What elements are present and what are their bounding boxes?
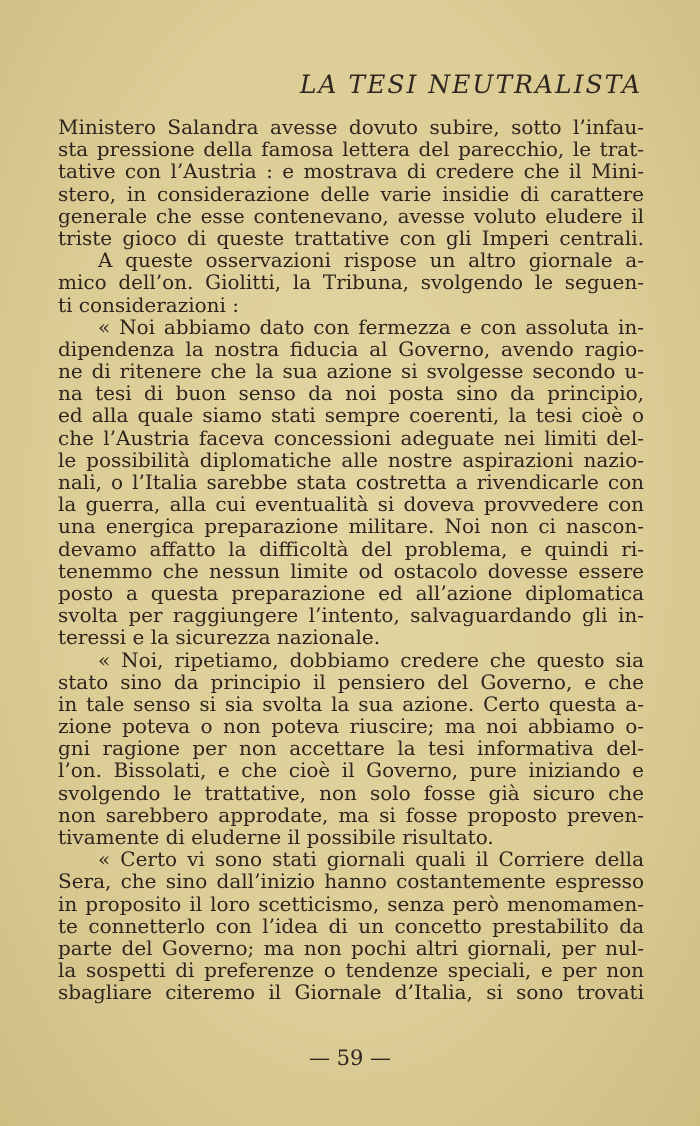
text-line: la guerra, alla cui eventualità si doveva provvedere con <box>58 492 644 517</box>
text-line: sta pressione della famosa lettera del parecchio, le trat- <box>58 137 644 162</box>
text-line: l’on. Bissolati, e che cioè il Governo, pure iniziando e <box>58 758 644 783</box>
text-line: « Certo vi sono stati giornali quali il Corriere della <box>98 847 644 872</box>
text-line: « Noi, ripetiamo, dobbiamo credere che questo sia <box>98 647 644 672</box>
text-line: « Noi abbiamo dato con fermezza e con assoluta in- <box>98 314 644 339</box>
text-line: tative con l’Austria : e mostrava di credere che il Mini- <box>58 159 644 184</box>
text-line: Ministero Salandra avesse dovuto subire, sotto l’infau- <box>58 115 644 139</box>
text-line: Sera, che sino dall’inizio hanno costantemente espresso <box>58 869 644 894</box>
body-text <box>58 116 644 1004</box>
text-line: che l’Austria faceva concessioni adeguate nei limiti del- <box>58 425 644 450</box>
text-line: stato sino da principio il pensiero del Governo, e che <box>58 669 644 694</box>
text-line: in tale senso si sia svolta la sua azione. Certo questa a- <box>58 691 644 716</box>
text-line: mico dell’on. Giolitti, la Tribuna, svolgendo le seguen- <box>58 270 644 295</box>
text-line: triste gioco di queste trattative con gli Imperi centrali. <box>58 225 644 250</box>
text-line: generale che esse contenevano, avesse voluto eludere il <box>58 203 644 228</box>
text-line: non sarebbero approdate, ma si fosse proposto preven- <box>58 802 644 827</box>
text-line: nali, o l’Italia sarebbe stata costretta a rivendicarle con <box>58 470 644 494</box>
text-line: na tesi di buon senso da noi posta sino da principio, <box>58 381 644 406</box>
page-number: — 59 — <box>308 1046 392 1070</box>
text-line: svolgendo le trattative, non solo fosse già sicuro che <box>58 780 644 805</box>
text-line: stero, in considerazione delle varie insidie di carattere <box>58 181 644 206</box>
text-line: ed alla quale siamo stati sempre coerenti, la tesi cioè o <box>58 403 644 428</box>
text-line: tivamente di eluderne il possibile risultato. <box>58 825 494 849</box>
text-line: zione poteva o non poteva riuscire; ma noi abbiamo o- <box>58 714 644 739</box>
text-line: le possibilità diplomatiche alle nostre aspirazioni nazio- <box>58 447 644 472</box>
text-line: la sospetti di preferenze o tendenze speciali, e per non <box>58 958 644 983</box>
text-line: tenemmo che nessun limite od ostacolo dovesse essere <box>58 558 644 583</box>
text-line: svolta per raggiungere l’intento, salvaguardando gli in- <box>58 603 644 628</box>
text-line: devamo affatto la difficoltà del problema, e quindi ri- <box>58 536 644 561</box>
text-line: ti considerazioni : <box>58 292 240 317</box>
text-line: teressi e la sicurezza nazionale. <box>58 625 381 650</box>
text-line: A queste osservazioni rispose un altro giornale a- <box>98 248 644 273</box>
text-line: gni ragione per non accettare la tesi informativa del- <box>58 736 644 761</box>
text-line: sbagliare citeremo il Giornale d’Italia, si sono trovati <box>58 980 644 1005</box>
text-line: te connetterlo con l’idea di un concetto prestabilito da <box>58 913 644 938</box>
text-line: posto a questa preparazione ed all’azione diplomatica <box>58 580 644 605</box>
text-line: una energica preparazione militare. Noi non ci nascon- <box>58 514 644 539</box>
running-header: LA TESI NEUTRALISTA <box>299 70 642 99</box>
text-line: ne di ritenere che la sua azione si svolgesse secondo u- <box>58 359 644 384</box>
text-line: in proposito il loro scetticismo, senza però menomamen- <box>58 891 644 916</box>
text-line: dipendenza la nostra fiducia al Governo, avendo ragio- <box>58 336 644 361</box>
text-line: parte del Governo; ma non pochi altri giornali, per nul- <box>58 935 644 960</box>
